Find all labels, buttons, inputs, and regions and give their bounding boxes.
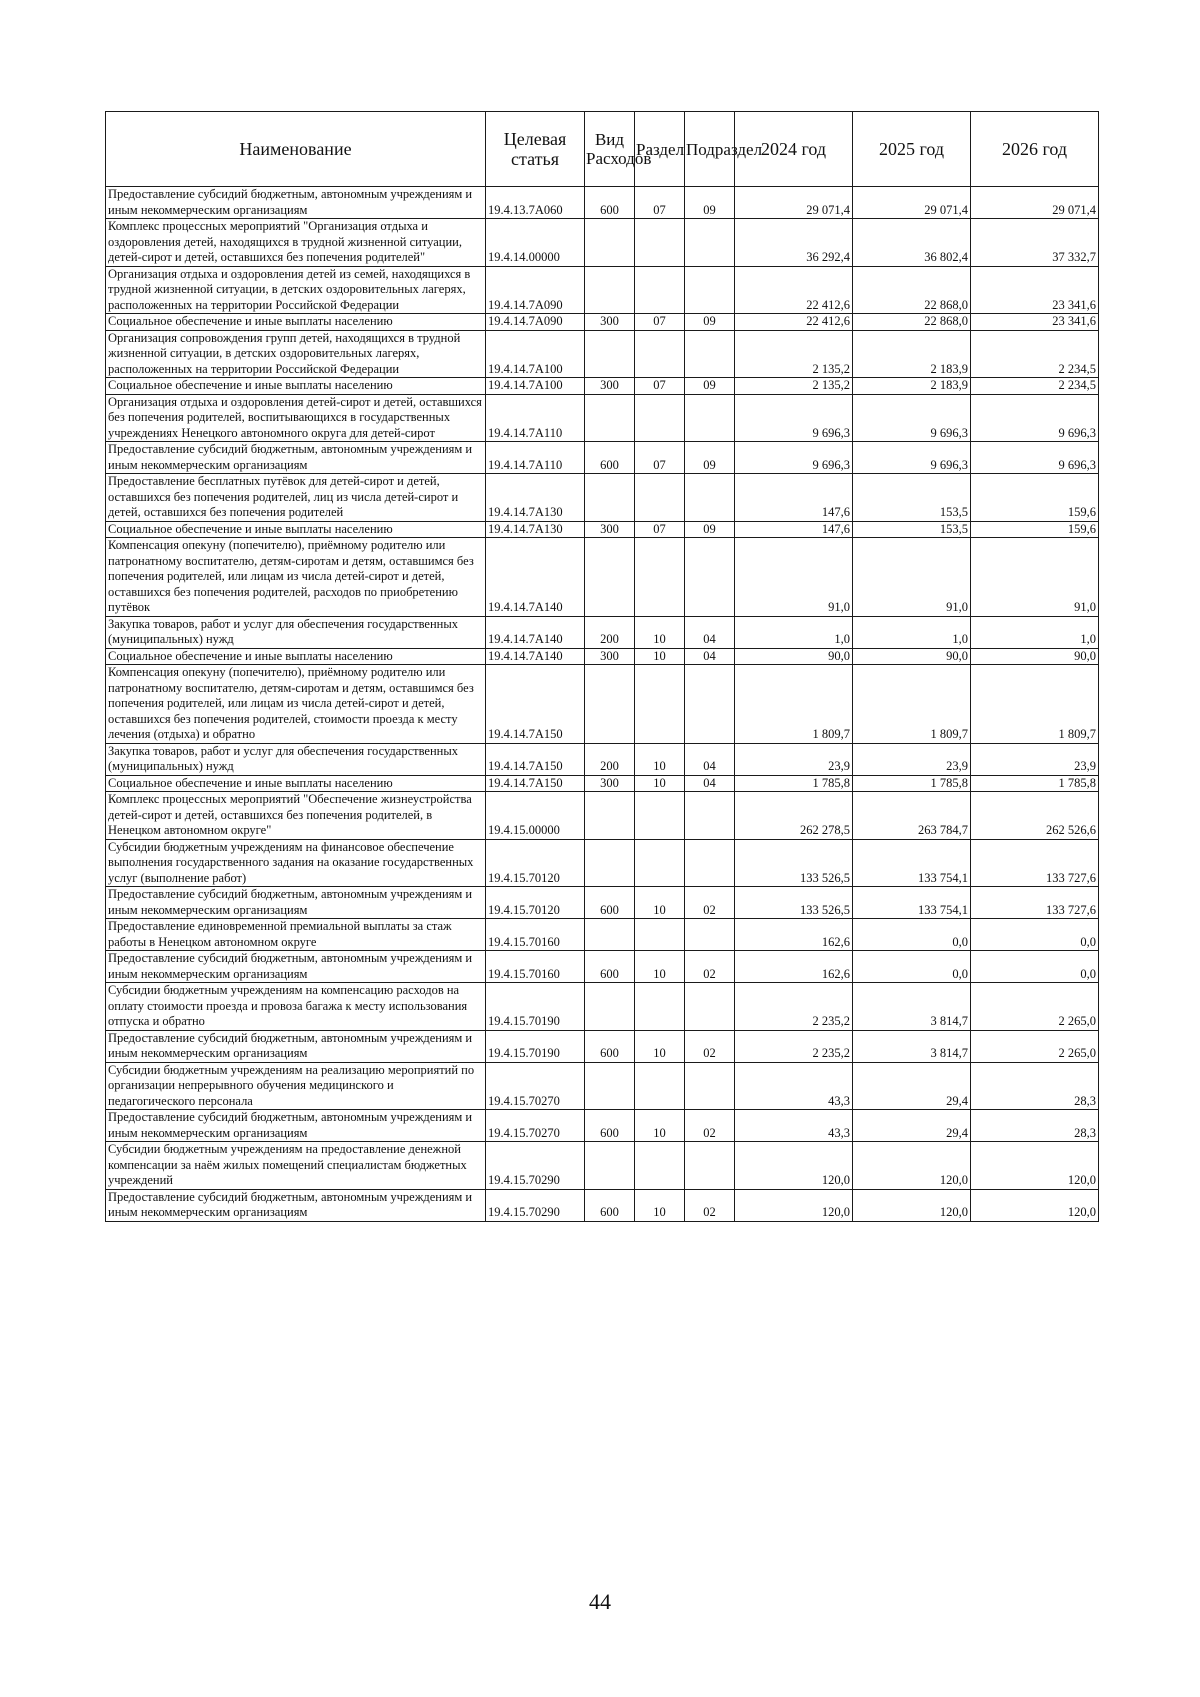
row-section: 07 <box>635 521 685 538</box>
row-section <box>635 219 685 267</box>
table-row <box>106 219 1099 267</box>
table-row <box>106 330 1099 378</box>
row-target-code: 19.4.14.7А130 <box>486 521 585 538</box>
row-section: 07 <box>635 314 685 331</box>
table-row <box>106 538 1099 617</box>
table-row <box>106 394 1099 442</box>
row-value-2024: 1,0 <box>735 616 853 648</box>
row-kind: 600 <box>585 1110 635 1142</box>
row-subsection <box>685 665 735 744</box>
row-subsection <box>685 919 735 951</box>
row-value-2024: 120,0 <box>735 1142 853 1190</box>
table-row <box>106 474 1099 522</box>
row-value-2025: 263 784,7 <box>853 792 971 840</box>
row-value-2024: 9 696,3 <box>735 394 853 442</box>
row-name: Предоставление единовременной премиальной выплаты за стаж работы в Ненецком автономном округе <box>106 919 486 951</box>
row-name: Субсидии бюджетным учреждениям на реализацию мероприятий по организации непрерывного обучения медицинского и педагогического персонала <box>106 1062 486 1110</box>
row-kind <box>585 394 635 442</box>
row-section: 10 <box>635 775 685 792</box>
row-section <box>635 266 685 314</box>
row-value-2025: 36 802,4 <box>853 219 971 267</box>
row-value-2026: 28,3 <box>971 1062 1099 1110</box>
row-name: Предоставление субсидий бюджетным, автономным учреждениям и иным некоммерческим организациям <box>106 442 486 474</box>
row-value-2024: 133 526,5 <box>735 839 853 887</box>
row-value-2025: 0,0 <box>853 951 971 983</box>
row-subsection <box>685 1142 735 1190</box>
row-kind: 300 <box>585 378 635 395</box>
row-value-2026: 262 526,6 <box>971 792 1099 840</box>
row-value-2025: 22 868,0 <box>853 314 971 331</box>
table-row <box>106 1110 1099 1142</box>
row-target-code: 19.4.14.7А110 <box>486 394 585 442</box>
table-row <box>106 1062 1099 1110</box>
table-row <box>106 187 1099 219</box>
row-value-2024: 36 292,4 <box>735 219 853 267</box>
row-section <box>635 983 685 1031</box>
row-name: Субсидии бюджетным учреждениям на финансовое обеспечение выполнения государственного задания на оказание государственных услуг (выполнение работ) <box>106 839 486 887</box>
row-value-2024: 1 809,7 <box>735 665 853 744</box>
row-value-2024: 262 278,5 <box>735 792 853 840</box>
row-subsection <box>685 792 735 840</box>
row-target-code: 19.4.15.70290 <box>486 1142 585 1190</box>
row-value-2024: 2 135,2 <box>735 378 853 395</box>
row-kind <box>585 839 635 887</box>
row-kind: 600 <box>585 1030 635 1062</box>
row-value-2025: 29,4 <box>853 1110 971 1142</box>
row-target-code: 19.4.14.7А150 <box>486 665 585 744</box>
row-section <box>635 394 685 442</box>
row-value-2026: 133 727,6 <box>971 839 1099 887</box>
row-subsection: 09 <box>685 378 735 395</box>
row-kind: 600 <box>585 951 635 983</box>
row-name: Предоставление субсидий бюджетным, автономным учреждениям и иным некоммерческим организациям <box>106 1030 486 1062</box>
row-target-code: 19.4.15.70160 <box>486 951 585 983</box>
row-value-2026: 2 265,0 <box>971 983 1099 1031</box>
row-name: Предоставление бесплатных путёвок для детей-сирот и детей, оставшихся без попечения родителей, лиц из числа детей-сирот и детей, оставшихся без попечения родителей <box>106 474 486 522</box>
row-value-2025: 1 785,8 <box>853 775 971 792</box>
row-subsection <box>685 474 735 522</box>
row-target-code: 19.4.14.7А130 <box>486 474 585 522</box>
row-kind: 300 <box>585 648 635 665</box>
row-value-2025: 3 814,7 <box>853 983 971 1031</box>
row-name: Организация отдыха и оздоровления детей из семей, находящихся в трудной жизненной ситуации, в детских оздоровительных лагерях, расположенных на территории Российской Федерации <box>106 266 486 314</box>
row-target-code: 19.4.15.70290 <box>486 1189 585 1221</box>
row-value-2026: 1,0 <box>971 616 1099 648</box>
row-name: Закупка товаров, работ и услуг для обеспечения государственных (муниципальных) нужд <box>106 616 486 648</box>
row-kind <box>585 1062 635 1110</box>
row-section: 07 <box>635 187 685 219</box>
row-value-2026: 91,0 <box>971 538 1099 617</box>
row-value-2024: 147,6 <box>735 474 853 522</box>
page-number: 44 <box>589 1589 611 1614</box>
row-value-2026: 0,0 <box>971 951 1099 983</box>
row-subsection <box>685 219 735 267</box>
table-row <box>106 1189 1099 1221</box>
row-value-2026: 9 696,3 <box>971 442 1099 474</box>
table-row <box>106 792 1099 840</box>
row-section: 07 <box>635 442 685 474</box>
row-kind <box>585 919 635 951</box>
row-name: Предоставление субсидий бюджетным, автономным учреждениям и иным некоммерческим организациям <box>106 1189 486 1221</box>
row-kind <box>585 219 635 267</box>
row-section <box>635 665 685 744</box>
row-section <box>635 839 685 887</box>
row-subsection: 02 <box>685 951 735 983</box>
table-row <box>106 1030 1099 1062</box>
row-name: Субсидии бюджетным учреждениям на предоставление денежной компенсации за наём жилых помещений специалистам бюджетных учреждений <box>106 1142 486 1190</box>
row-section: 10 <box>635 616 685 648</box>
row-value-2024: 120,0 <box>735 1189 853 1221</box>
row-target-code: 19.4.15.70270 <box>486 1110 585 1142</box>
row-section <box>635 919 685 951</box>
row-value-2026: 23 341,6 <box>971 314 1099 331</box>
row-subsection <box>685 538 735 617</box>
header-2025: 2025 год <box>853 112 971 187</box>
row-value-2026: 2 265,0 <box>971 1030 1099 1062</box>
row-value-2025: 9 696,3 <box>853 394 971 442</box>
row-value-2026: 2 234,5 <box>971 378 1099 395</box>
row-value-2026: 120,0 <box>971 1142 1099 1190</box>
row-name: Предоставление субсидий бюджетным, автономным учреждениям и иным некоммерческим организациям <box>106 187 486 219</box>
row-name: Закупка товаров, работ и услуг для обеспечения государственных (муниципальных) нужд <box>106 743 486 775</box>
row-kind: 200 <box>585 616 635 648</box>
row-target-code: 19.4.15.70190 <box>486 1030 585 1062</box>
row-kind <box>585 665 635 744</box>
row-kind: 600 <box>585 442 635 474</box>
row-name: Предоставление субсидий бюджетным, автономным учреждениям и иным некоммерческим организациям <box>106 1110 486 1142</box>
row-subsection <box>685 266 735 314</box>
header-section: Раздел <box>635 112 685 187</box>
table-row <box>106 1142 1099 1190</box>
row-kind: 300 <box>585 775 635 792</box>
row-section <box>635 1062 685 1110</box>
row-value-2024: 43,3 <box>735 1062 853 1110</box>
row-target-code: 19.4.14.7А150 <box>486 743 585 775</box>
row-subsection: 09 <box>685 521 735 538</box>
row-value-2025: 2 183,9 <box>853 330 971 378</box>
header-2026: 2026 год <box>971 112 1099 187</box>
row-value-2025: 1 809,7 <box>853 665 971 744</box>
row-name: Комплекс процессных мероприятий "Организация отдыха и оздоровления детей, находящихся в трудной жизненной ситуации, детей-сирот и детей, оставшихся без попечения родителей" <box>106 219 486 267</box>
row-section: 10 <box>635 1110 685 1142</box>
row-value-2026: 28,3 <box>971 1110 1099 1142</box>
table-row <box>106 521 1099 538</box>
row-kind <box>585 792 635 840</box>
table-row <box>106 616 1099 648</box>
row-value-2025: 3 814,7 <box>853 1030 971 1062</box>
row-value-2024: 2 235,2 <box>735 1030 853 1062</box>
row-subsection: 09 <box>685 442 735 474</box>
row-value-2025: 29 071,4 <box>853 187 971 219</box>
row-value-2026: 133 727,6 <box>971 887 1099 919</box>
table-row <box>106 648 1099 665</box>
row-kind: 200 <box>585 743 635 775</box>
row-value-2025: 91,0 <box>853 538 971 617</box>
row-kind <box>585 266 635 314</box>
row-value-2026: 120,0 <box>971 1189 1099 1221</box>
row-section: 10 <box>635 743 685 775</box>
row-name: Компенсация опекуну (попечителю), приёмному родителю или патронатному воспитателю, детям-сиротам и детям, оставшимся без попечения родителей, или лицам из числа детей-сирот и детей, оставшихся без попечения родителей, расходов по приобретению путёвок <box>106 538 486 617</box>
table-row <box>106 951 1099 983</box>
row-kind: 600 <box>585 187 635 219</box>
row-name: Комплекс процессных мероприятий "Обеспечение жизнеустройства детей-сирот и детей, оставшихся без попечения родителей, в Ненецком автономном округе" <box>106 792 486 840</box>
row-value-2025: 153,5 <box>853 521 971 538</box>
row-name: Организация отдыха и оздоровления детей-сирот и детей, оставшихся без попечения родителей, воспитывающихся в государственных учреждениях Ненецкого автономного округа для детей-сирот <box>106 394 486 442</box>
row-subsection: 02 <box>685 887 735 919</box>
row-value-2025: 90,0 <box>853 648 971 665</box>
table-row <box>106 775 1099 792</box>
row-kind: 600 <box>585 1189 635 1221</box>
row-value-2025: 23,9 <box>853 743 971 775</box>
row-value-2026: 90,0 <box>971 648 1099 665</box>
budget-table <box>105 111 1099 1222</box>
row-subsection: 02 <box>685 1030 735 1062</box>
row-subsection: 09 <box>685 314 735 331</box>
row-target-code: 19.4.14.7А100 <box>486 378 585 395</box>
row-subsection: 04 <box>685 616 735 648</box>
row-value-2024: 23,9 <box>735 743 853 775</box>
row-subsection <box>685 983 735 1031</box>
row-target-code: 19.4.15.70120 <box>486 887 585 919</box>
row-value-2025: 133 754,1 <box>853 839 971 887</box>
header-target: Целевая статья <box>486 112 585 187</box>
row-value-2024: 1 785,8 <box>735 775 853 792</box>
row-subsection: 04 <box>685 775 735 792</box>
row-name: Предоставление субсидий бюджетным, автономным учреждениям и иным некоммерческим организациям <box>106 951 486 983</box>
row-value-2025: 2 183,9 <box>853 378 971 395</box>
row-value-2024: 2 135,2 <box>735 330 853 378</box>
row-target-code: 19.4.14.7А140 <box>486 648 585 665</box>
row-kind: 300 <box>585 521 635 538</box>
row-section <box>635 538 685 617</box>
row-value-2024: 147,6 <box>735 521 853 538</box>
row-value-2024: 43,3 <box>735 1110 853 1142</box>
row-value-2024: 2 235,2 <box>735 983 853 1031</box>
row-name: Компенсация опекуну (попечителю), приёмному родителю или патронатному воспитателю, детям-сиротам и детям, оставшимся без попечения родителей, или лицам из числа детей-сирот и детей, оставшихся без попечения родителей, стоимости проезда к месту лечения (отдыха) и обратно <box>106 665 486 744</box>
row-kind <box>585 330 635 378</box>
row-kind <box>585 474 635 522</box>
table-body <box>106 187 1099 1222</box>
row-target-code: 19.4.13.7А060 <box>486 187 585 219</box>
row-value-2025: 9 696,3 <box>853 442 971 474</box>
row-value-2024: 90,0 <box>735 648 853 665</box>
row-value-2024: 9 696,3 <box>735 442 853 474</box>
row-name: Социальное обеспечение и иные выплаты населению <box>106 378 486 395</box>
row-target-code: 19.4.14.00000 <box>486 219 585 267</box>
table-row <box>106 665 1099 744</box>
row-section: 10 <box>635 1189 685 1221</box>
header-subsection: Подраздел <box>685 112 735 187</box>
row-subsection: 02 <box>685 1110 735 1142</box>
row-section <box>635 330 685 378</box>
row-section: 10 <box>635 1030 685 1062</box>
header-kind: Вид Расходов <box>585 112 635 187</box>
row-target-code: 19.4.14.7А110 <box>486 442 585 474</box>
row-value-2026: 0,0 <box>971 919 1099 951</box>
row-target-code: 19.4.15.70120 <box>486 839 585 887</box>
row-subsection <box>685 839 735 887</box>
row-value-2024: 29 071,4 <box>735 187 853 219</box>
row-target-code: 19.4.14.7А150 <box>486 775 585 792</box>
row-value-2025: 120,0 <box>853 1142 971 1190</box>
table-row <box>106 919 1099 951</box>
row-kind <box>585 538 635 617</box>
row-target-code: 19.4.14.7А140 <box>486 538 585 617</box>
row-value-2024: 133 526,5 <box>735 887 853 919</box>
row-target-code: 19.4.14.7А140 <box>486 616 585 648</box>
table-row <box>106 983 1099 1031</box>
row-name: Субсидии бюджетным учреждениям на компенсацию расходов на оплату стоимости проезда и провоза багажа к месту использования отпуска и обратно <box>106 983 486 1031</box>
row-name: Социальное обеспечение и иные выплаты населению <box>106 521 486 538</box>
row-kind <box>585 1142 635 1190</box>
row-value-2024: 22 412,6 <box>735 314 853 331</box>
row-target-code: 19.4.15.00000 <box>486 792 585 840</box>
row-value-2025: 120,0 <box>853 1189 971 1221</box>
row-value-2025: 22 868,0 <box>853 266 971 314</box>
row-value-2025: 0,0 <box>853 919 971 951</box>
row-kind: 300 <box>585 314 635 331</box>
row-kind: 600 <box>585 887 635 919</box>
table-row <box>106 839 1099 887</box>
row-value-2025: 29,4 <box>853 1062 971 1110</box>
row-section: 10 <box>635 648 685 665</box>
row-value-2026: 23 341,6 <box>971 266 1099 314</box>
row-section: 07 <box>635 378 685 395</box>
row-name: Социальное обеспечение и иные выплаты населению <box>106 648 486 665</box>
row-value-2025: 153,5 <box>853 474 971 522</box>
table-row <box>106 743 1099 775</box>
row-name: Организация сопровождения групп детей, находящихся в трудной жизненной ситуации, в детских оздоровительных лагерях, расположенных на территории Российской Федерации <box>106 330 486 378</box>
row-target-code: 19.4.14.7А090 <box>486 266 585 314</box>
table-row <box>106 314 1099 331</box>
row-value-2025: 133 754,1 <box>853 887 971 919</box>
header-name: Наименование <box>106 112 486 187</box>
row-subsection: 04 <box>685 648 735 665</box>
table-row <box>106 887 1099 919</box>
row-subsection: 02 <box>685 1189 735 1221</box>
row-target-code: 19.4.14.7А100 <box>486 330 585 378</box>
row-subsection: 09 <box>685 187 735 219</box>
row-value-2024: 91,0 <box>735 538 853 617</box>
row-value-2026: 9 696,3 <box>971 394 1099 442</box>
row-section <box>635 792 685 840</box>
row-value-2026: 1 809,7 <box>971 665 1099 744</box>
row-value-2026: 37 332,7 <box>971 219 1099 267</box>
row-target-code: 19.4.14.7А090 <box>486 314 585 331</box>
row-name: Предоставление субсидий бюджетным, автономным учреждениям и иным некоммерческим организациям <box>106 887 486 919</box>
row-value-2026: 23,9 <box>971 743 1099 775</box>
row-subsection <box>685 1062 735 1110</box>
row-value-2026: 29 071,4 <box>971 187 1099 219</box>
table-row <box>106 378 1099 395</box>
row-value-2026: 2 234,5 <box>971 330 1099 378</box>
header-2024: 2024 год <box>735 112 853 187</box>
row-value-2024: 162,6 <box>735 951 853 983</box>
table-row <box>106 266 1099 314</box>
row-section <box>635 1142 685 1190</box>
row-section <box>635 474 685 522</box>
row-subsection <box>685 330 735 378</box>
row-target-code: 19.4.15.70270 <box>486 1062 585 1110</box>
row-value-2024: 162,6 <box>735 919 853 951</box>
row-section: 10 <box>635 951 685 983</box>
table-row <box>106 442 1099 474</box>
row-value-2025: 1,0 <box>853 616 971 648</box>
row-value-2024: 22 412,6 <box>735 266 853 314</box>
row-kind <box>585 983 635 1031</box>
row-section: 10 <box>635 887 685 919</box>
row-subsection: 04 <box>685 743 735 775</box>
row-subsection <box>685 394 735 442</box>
row-target-code: 19.4.15.70190 <box>486 983 585 1031</box>
row-target-code: 19.4.15.70160 <box>486 919 585 951</box>
row-value-2026: 1 785,8 <box>971 775 1099 792</box>
row-name: Социальное обеспечение и иные выплаты населению <box>106 314 486 331</box>
row-name: Социальное обеспечение и иные выплаты населению <box>106 775 486 792</box>
row-value-2026: 159,6 <box>971 474 1099 522</box>
row-value-2026: 159,6 <box>971 521 1099 538</box>
table-header-row <box>106 112 1099 187</box>
